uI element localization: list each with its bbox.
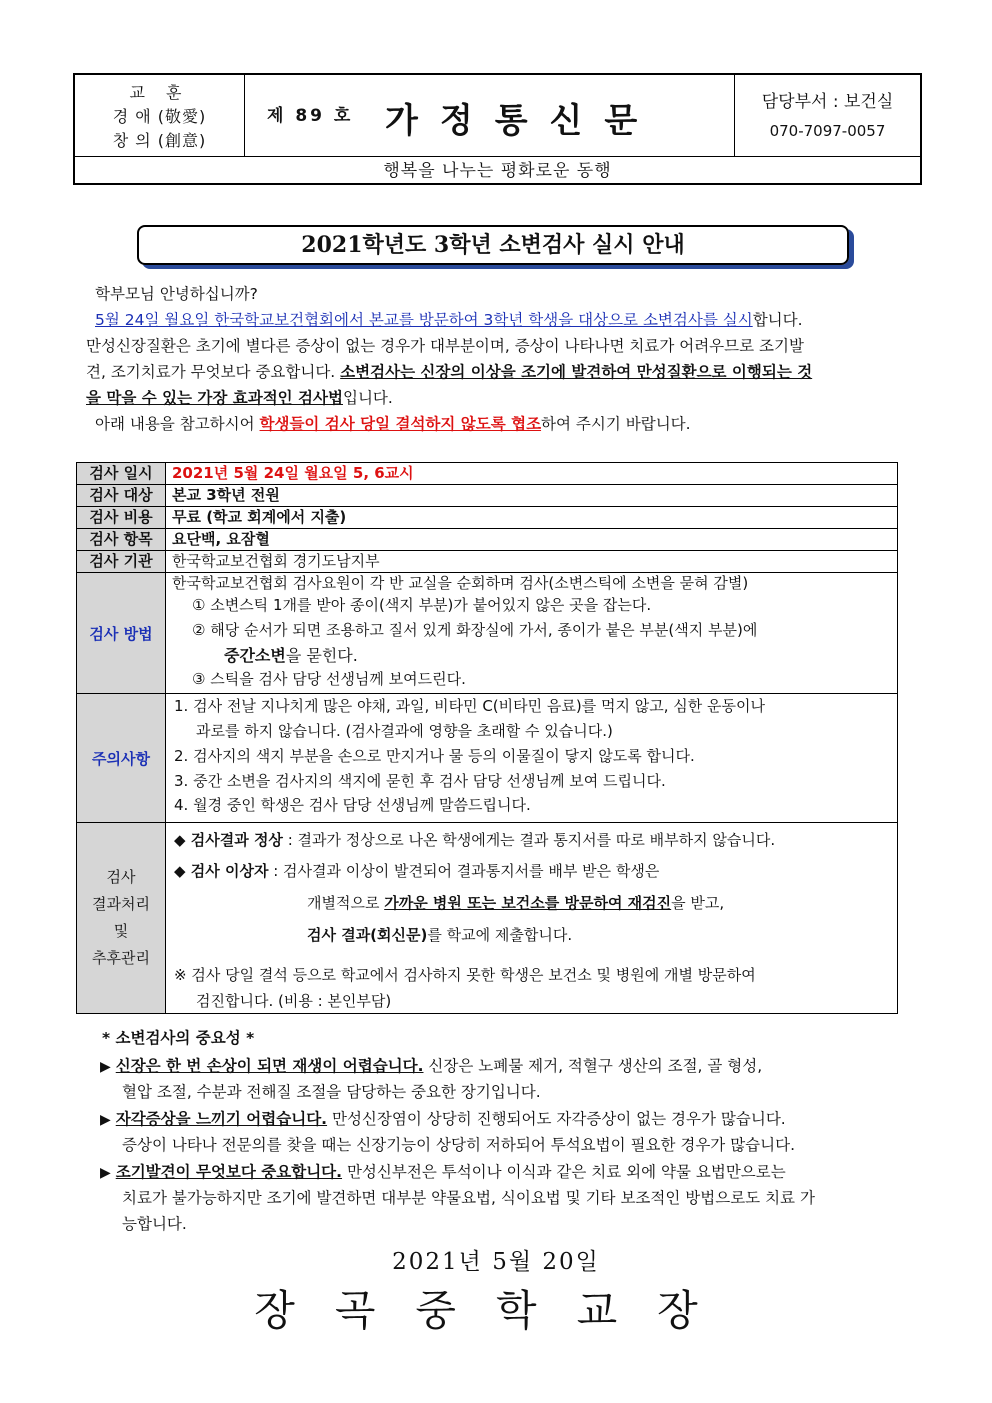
- importance-item-1-cont: 혈압 조절, 수분과 전해질 조절을 담당하는 중요한 장기입니다.: [122, 1083, 541, 1101]
- row-label: 검사 기관: [77, 551, 166, 573]
- result-abnormal-head: ◆ 검사 이상자: [174, 862, 269, 880]
- exam-cost-value: 무료 (학교 회계에서 지출): [166, 507, 898, 529]
- result-normal: [174, 825, 891, 855]
- motto-label: 교 훈: [129, 83, 190, 102]
- method-step-1: ① 소변스틱 1개를 받아 종이(색지 부분)가 붙어있지 않은 곳을 잡는다.: [192, 596, 652, 614]
- department-cell: [735, 75, 920, 157]
- principal-signature: 장곡중학교장: [254, 1286, 738, 1335]
- row-label: 검사 항목: [77, 529, 166, 551]
- intro-text: 견, 조기치료가 무엇보다 중요합니다.: [86, 363, 341, 381]
- importance-item-head: 자각증상을 느끼기 어렵습니다.: [115, 1110, 328, 1128]
- intro-text: 하여 주시기 바랍니다.: [541, 415, 691, 433]
- importance-heading: * 소변검사의 중요성 *: [102, 1029, 255, 1047]
- request-text: 학생들이 검사 당일 결석하지 않도록 협조: [259, 415, 542, 433]
- intro-paragraph-2-line-2: [86, 359, 812, 386]
- importance-item-head: 조기발견이 무엇보다 중요합니다.: [115, 1163, 343, 1181]
- table-row: [77, 485, 898, 507]
- result-cell: [166, 823, 898, 1014]
- result-abnormal-text: : 검사결과 이상이 발견되어 결과통지서를 배부 받은 학생은: [268, 862, 660, 880]
- row-label: 및: [113, 922, 129, 940]
- issue-date: 2021년 5월 20일: [392, 1249, 600, 1275]
- intro-text: 입니다.: [342, 389, 393, 407]
- intro-text: 아래 내용을 참고하시어: [95, 415, 260, 433]
- exam-date-notice: 5월 24일 월요일 한국학교보건협회에서 본교를 방문하여 3학년 학생을 대상으로 소변검사를 실시: [95, 311, 753, 329]
- caution-4: 4. 월경 중인 학생은 검사 담당 선생님께 말씀드립니다.: [174, 796, 531, 814]
- department: 담당부서 : 보건실: [761, 92, 894, 112]
- emphasis-text: 을 막을 수 있는 가장 효과적인 검사법: [86, 389, 343, 407]
- triangle-bullet-icon: ▶: [100, 1059, 111, 1075]
- importance-item-head: 신장은 한 번 손상이 되면 재생이 어렵습니다.: [115, 1057, 424, 1075]
- result-abnormal-line-2: [174, 887, 891, 919]
- table-row: [77, 551, 898, 573]
- intro-paragraph-1: [95, 307, 803, 334]
- result-label-cell: [77, 823, 166, 1014]
- greeting: 학부모님 안녕하십니까?: [95, 285, 258, 303]
- row-label: 검사: [106, 868, 136, 886]
- method-step-2: ② 해당 순서가 되면 조용하고 질서 있게 화장실에 가서, 종이가 붙은 부분(색지 부분)에: [192, 621, 758, 639]
- method-step-3: ③ 스틱을 검사 담당 선생님께 보여드린다.: [192, 670, 466, 688]
- importance-item-2-cont: 증상이 나타나 전문의를 찾을 때는 신장기능이 상당히 저하되어 투석요법이 필요한 경우가 많습니다.: [122, 1136, 796, 1154]
- phone-number: 070-7097-0057: [769, 122, 886, 140]
- row-label: 추후관리: [92, 949, 150, 967]
- intro-paragraph-3: [95, 411, 691, 438]
- importance-item-text: 신장은 노폐물 제거, 적혈구 생산의 조절, 골 형성,: [423, 1057, 763, 1075]
- method-step-2-cont: [172, 643, 891, 668]
- intro-paragraph-2-line-1: 만성신장질환은 초기에 별다른 증상이 없는 경우가 대부분이며, 증상이 나타나면 치료가 어려우므로 조기발: [86, 337, 804, 355]
- result-abnormal-line-3: [174, 919, 891, 951]
- motto-line-2: 창 의 (創意): [112, 131, 207, 150]
- table-row: [77, 507, 898, 529]
- motto-line-1: 경 애 (敬愛): [112, 107, 207, 126]
- result-text: 개별적으로: [307, 894, 385, 912]
- result-text: 을 받고,: [671, 894, 725, 912]
- importance-item-2: [100, 1106, 786, 1133]
- importance-item-3: [100, 1159, 786, 1186]
- method-text: 을 묻힌다.: [285, 646, 358, 665]
- exam-date-value: 2021년 5월 24일 월요일 5, 6교시: [166, 463, 898, 485]
- exam-method-cell: [166, 573, 898, 694]
- triangle-bullet-icon: ▶: [100, 1165, 111, 1181]
- table-row: [77, 529, 898, 551]
- newsletter-title: 가정통신문: [385, 101, 660, 141]
- exam-target-value: 본교 3학년 전원: [166, 485, 898, 507]
- caution-1-cont: 과로를 하지 않습니다. (검사결과에 영향을 초래할 수 있습니다.): [196, 722, 613, 740]
- row-label: 검사 일시: [77, 463, 166, 485]
- caution-2: 2. 검사지의 색지 부분을 손으로 만지거나 물 등의 이물질이 닿지 않도록 합니다.: [174, 747, 695, 765]
- issue-number: 제 89 호: [267, 106, 354, 126]
- caution-3: 3. 중간 소변을 검사지의 색지에 묻힌 후 검사 담당 선생님께 보여 드립니다.: [174, 772, 666, 790]
- emphasis-text: 가까운 병원 또는 보건소를 방문하여 재검진: [384, 894, 672, 912]
- emphasis-text: 중간소변: [224, 646, 286, 665]
- emphasis-text: 소변검사는 신장의 이상을 조기에 발견하여 만성질환으로 이행되는 것: [340, 363, 813, 381]
- intro-paragraph-2-line-3: [86, 385, 393, 412]
- row-label: 검사 비용: [77, 507, 166, 529]
- title-cell: [245, 75, 735, 157]
- row-label: 주의사항: [77, 694, 166, 823]
- exam-info-table: [76, 462, 898, 1014]
- intro-text: 합니다.: [752, 311, 803, 329]
- importance-item-3-cont-2: 능합니다.: [122, 1215, 187, 1233]
- result-normal-head: ◆ 검사결과 정상: [174, 831, 283, 849]
- row-label: 결과처리: [92, 895, 150, 913]
- result-note-1: ※ 검사 당일 결석 등으로 학교에서 검사하지 못한 학생은 보건소 및 병원에 개별 방문하여: [174, 966, 756, 984]
- newsletter-header: [73, 73, 922, 185]
- result-normal-text: : 결과가 정상으로 나온 학생에게는 결과 통지서를 따로 배부하지 않습니다.: [282, 831, 776, 849]
- importance-item-text: 만성신부전은 투석이나 이식과 같은 치료 외에 약물 요법만으로는: [342, 1163, 786, 1181]
- result-note-2: 검진합니다. (비용 : 본인부담): [196, 992, 392, 1010]
- table-row: [77, 694, 898, 823]
- method-intro: 한국학교보건협회 검사요원이 각 반 교실을 순회하며 검사(소변스틱에 소변을 묻혀 감별): [172, 574, 749, 592]
- slogan: 행복을 나누는 평화로운 동행: [383, 161, 612, 181]
- row-label: 검사 대상: [77, 485, 166, 507]
- table-row: [77, 573, 898, 694]
- result-text: 를 학교에 제출합니다.: [427, 926, 573, 944]
- row-label: 검사 방법: [77, 573, 166, 694]
- emphasis-text: 검사 결과(회신문): [307, 926, 428, 944]
- importance-item-1: [100, 1053, 762, 1080]
- importance-item-3-cont: 치료가 불가능하지만 조기에 발견하면 대부분 약물요법, 식이요법 및 기타 보조적인 방법으로도 치료 가: [122, 1189, 815, 1207]
- table-row: [77, 463, 898, 485]
- exam-items-value: 요단백, 요잠혈: [166, 529, 898, 551]
- school-motto: [75, 75, 245, 157]
- importance-item-text: 만성신장염이 상당히 진행되어도 자각증상이 없는 경우가 많습니다.: [327, 1110, 786, 1128]
- triangle-bullet-icon: ▶: [100, 1112, 111, 1128]
- document-title: 2021학년도 3학년 소변검사 실시 안내: [137, 225, 849, 265]
- exam-org-value: 한국학교보건협회 경기도남지부: [166, 551, 898, 573]
- table-row: [77, 823, 898, 1014]
- caution-cell: [166, 694, 898, 823]
- result-abnormal: [174, 855, 891, 887]
- caution-1: 1. 검사 전날 지나치게 많은 야채, 과일, 비타민 C(비타민 음료)를 먹지 않고, 심한 운동이나: [174, 697, 765, 715]
